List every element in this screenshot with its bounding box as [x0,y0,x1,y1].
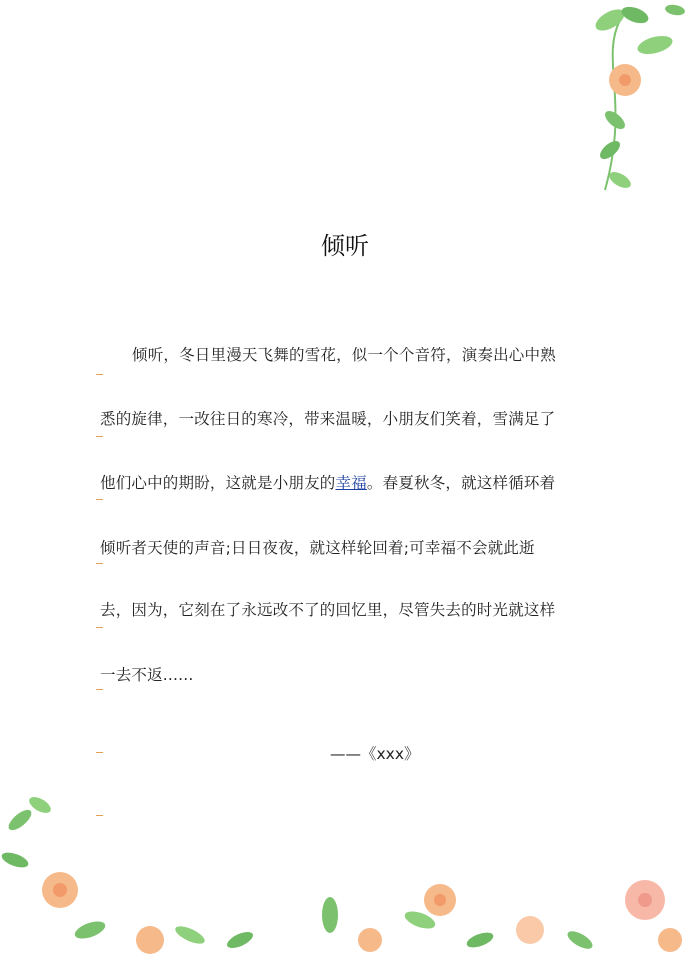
paragraph-line-5: 去，因为，它刻在了永远改不了的回忆里，尽管失去的时光就这样 [100,601,556,619]
paragraph-line-1: 倾听，冬日里漫天飞舞的雪花，似一个个音符，演奏出心中熟 [132,346,556,364]
line-marker [96,627,103,628]
paragraph-line-6: 一去不返...... [100,666,194,684]
paragraph-line-3 [100,471,555,493]
line-marker [96,689,103,690]
paragraph-line-4: 倾听者天使的声音;日日夜夜，就这样轮回着;可幸福不会就此逝 [100,539,535,557]
floral-top-right-decoration [580,0,690,200]
paragraph-line-2: 悉的旋律，一改往日的寒冷，带来温暖，小朋友们笑着，雪满足了 [100,410,556,428]
xingfu-link[interactable]: 幸福 [335,474,367,492]
line-marker [96,752,103,753]
signature: ——《xxx》 [330,745,420,763]
line-marker [96,374,103,375]
line-marker [96,815,103,816]
line-marker [96,436,103,437]
line-3-text-after: 。春夏秋冬，就这样循环着 [366,474,556,492]
line-marker [96,563,103,564]
floral-bottom-decoration [0,790,690,976]
line-3-text-before: 他们心中的期盼，这就是小朋友的 [100,474,336,492]
document-title: 倾听 [321,232,369,260]
line-marker [96,499,103,500]
